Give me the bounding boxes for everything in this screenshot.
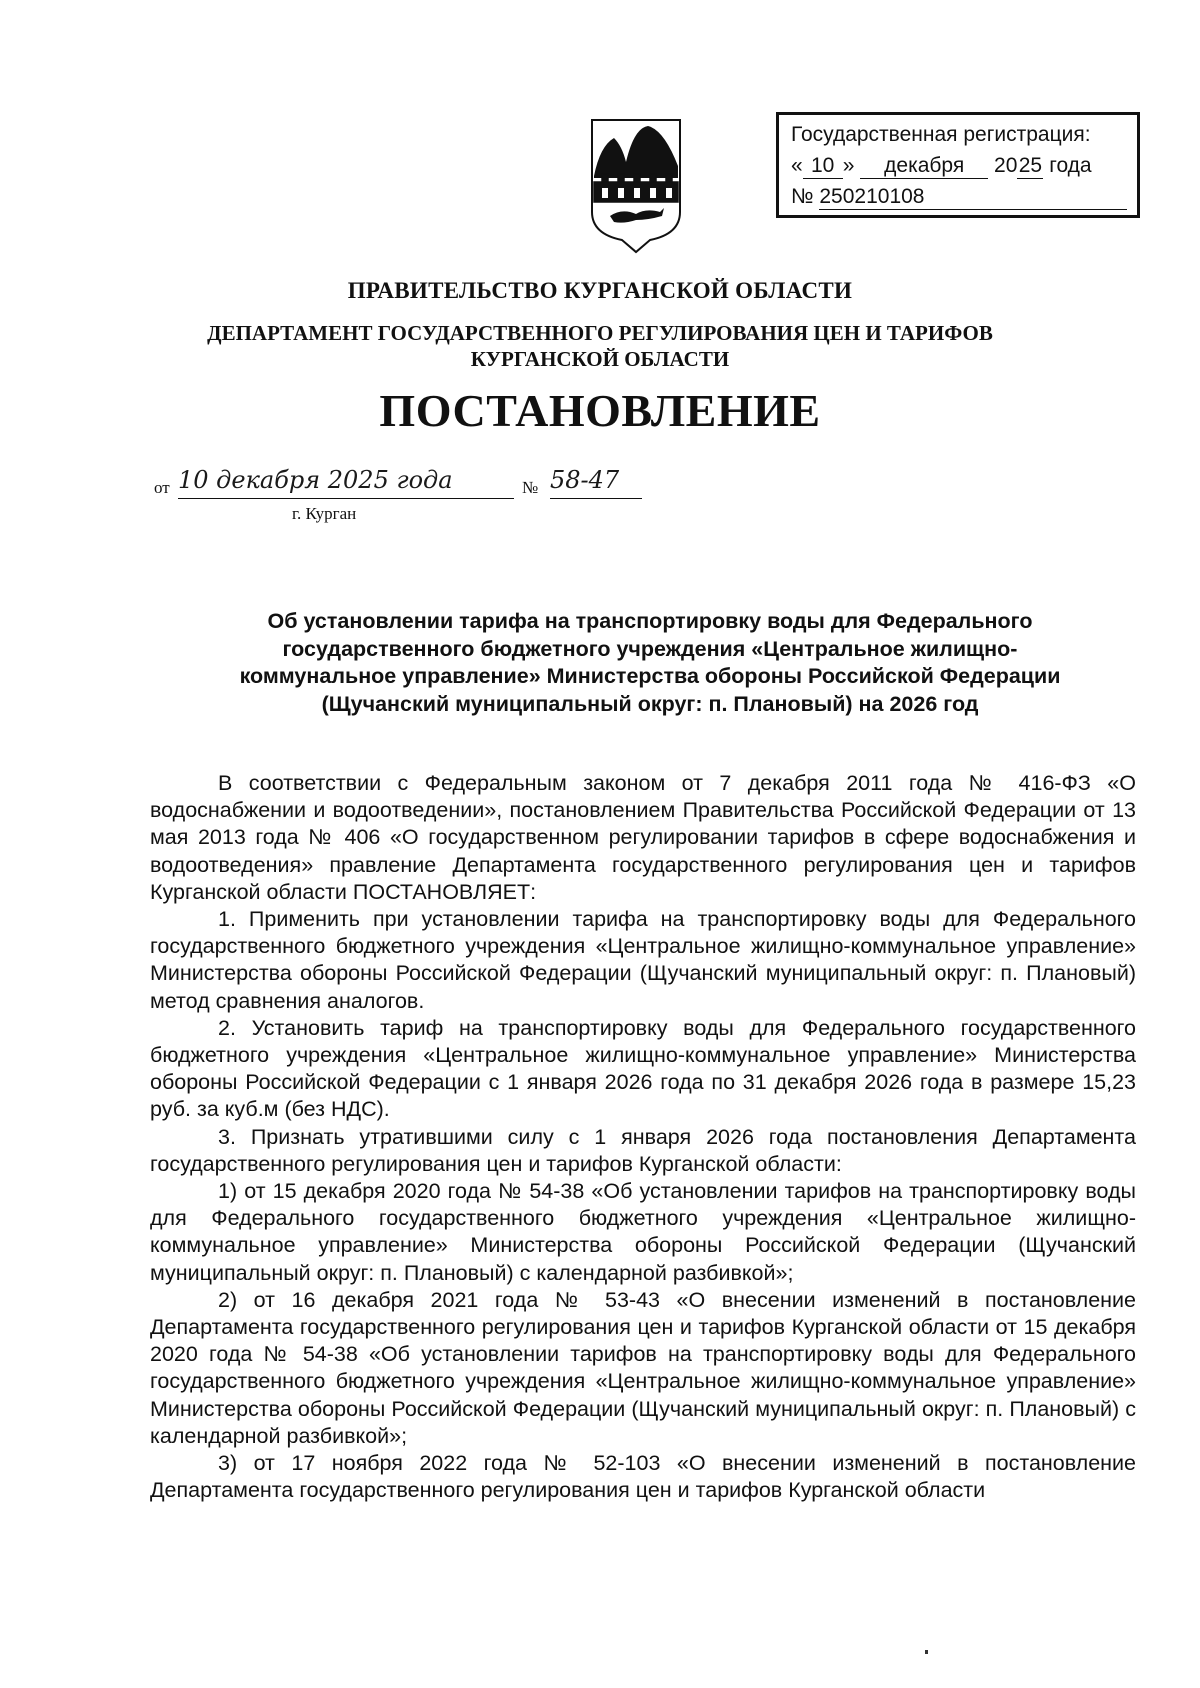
date-handwritten: 10 декабря 2025 года (178, 466, 514, 499)
subject-line: коммунальное управление» Министерства обороны Российской Федерации (239, 664, 1061, 688)
clause-3-item-2-paragraph: 2) от 16 декабря 2021 года № 53-43 «О внесении изменений в постановление Департамента государственного регулирования цен и тарифов Курганской области от 15 декабря 2020 года № 54-38 «Об установлении тарифов на транспортировку воды для Федерального государственного бюджетного учреждения «Центральное жилищно-коммунальное управление» Министерства обороны Российской Федерации (Щучанский муниципальный округ: п. Плановый) с календарной разбивкой»; (150, 1287, 1136, 1448)
number-handwritten: 58-47 (550, 466, 642, 499)
government-heading: ПРАВИТЕЛЬСТВО КУРГАНСКОЙ ОБЛАСТИ (347, 278, 853, 303)
clause-3-item-3-paragraph: 3) от 17 ноября 2022 года № 52-103 «О внесении изменений в постановление Департамента государственного регулирования цен и тарифов Курганской области (150, 1451, 1136, 1503)
date-from-label: от (154, 478, 170, 497)
registration-stamp (776, 112, 1140, 218)
registration-year-prefix: 20 (994, 154, 1018, 177)
document-body (150, 770, 1136, 1504)
subject-line: государственного бюджетного учреждения «Центральное жилищно- (282, 636, 1018, 661)
city-label: г. Курган (292, 504, 357, 523)
preamble-paragraph: В соответствии с Федеральным законом от 7 декабря 2011 года № 416-ФЗ «О водоснабжении и водоотведении», постановлением Правительства Российской Федерации от 13 мая 2013 года № 406 «О государственном регулировании тарифов в сфере водоснабжения и водоотведения» правление Департамента государственного регулирования цен и тарифов Курганской области ПОСТАНОВЛЯЕТ: (150, 771, 1136, 904)
subject-line: Об установлении тарифа на транспортировку воды для Федерального (267, 609, 1033, 633)
registration-title: Государственная регистрация: (791, 123, 1091, 146)
department-heading-line1: ДЕПАРТАМЕНТ ГОСУДАРСТВЕННОГО РЕГУЛИРОВАНИЯ ЦЕН И ТАРИФОВ (207, 321, 993, 345)
document-type-title: ПОСТАНОВЛЕНИЕ (379, 385, 821, 436)
subject-line: (Щучанский муниципальный округ: п. Плановый) на 2026 год (321, 691, 979, 716)
registration-number-label: № (791, 185, 814, 208)
clause-3-item-1-paragraph: 1) от 15 декабря 2020 года № 54-38 «Об установлении тарифов на транспортировку воды для Федерального государственного бюджетного учреждения «Центральное жилищно-коммунальное управление» Министерства обороны Российской Федерации (Щучанский муниципальный округ: п. Плановый) с календарной разбивкой»; (150, 1179, 1136, 1285)
registration-number: 250210108 (819, 185, 1127, 210)
registration-date: « 10 » декабря 2025 года (791, 154, 1092, 177)
coat-of-arms-emblem (588, 116, 684, 254)
department-heading-line2: КУРГАНСКОЙ ОБЛАСТИ (470, 347, 730, 371)
registration-day: 10 (803, 154, 843, 179)
date-number-line (154, 466, 674, 534)
registration-year-word: года (1049, 154, 1092, 177)
department-heading (0, 320, 1200, 372)
clause-1-paragraph: 1. Применить при установлении тарифа на транспортировку воды для Федерального государственного бюджетного учреждения «Центральное жилищно-коммунальное управление» Министерства обороны Российской Федерации (Щучанский муниципальный округ: п. Плановый) метод сравнения аналогов. (150, 907, 1136, 1013)
number-label: № (522, 478, 539, 497)
clause-2-paragraph: 2. Установить тариф на транспортировку воды для Федерального государственного бюджетного учреждения «Центральное жилищно-коммунальное управление» Министерства обороны Российской Федерации с 1 января 2026 года по 31 декабря 2026 года в размере 15,23 руб. за куб.м (без НДС). (150, 1015, 1136, 1122)
scan-speck (925, 1650, 928, 1654)
document-subject (170, 608, 1130, 718)
registration-number-row (791, 181, 1127, 212)
registration-month: декабря (860, 154, 988, 179)
clause-3-paragraph: 3. Признать утратившими силу с 1 января 2026 года постановления Департамента государственного регулирования цен и тарифов Курганской области: (150, 1124, 1136, 1176)
registration-year-suffix: 25 (1018, 154, 1043, 177)
